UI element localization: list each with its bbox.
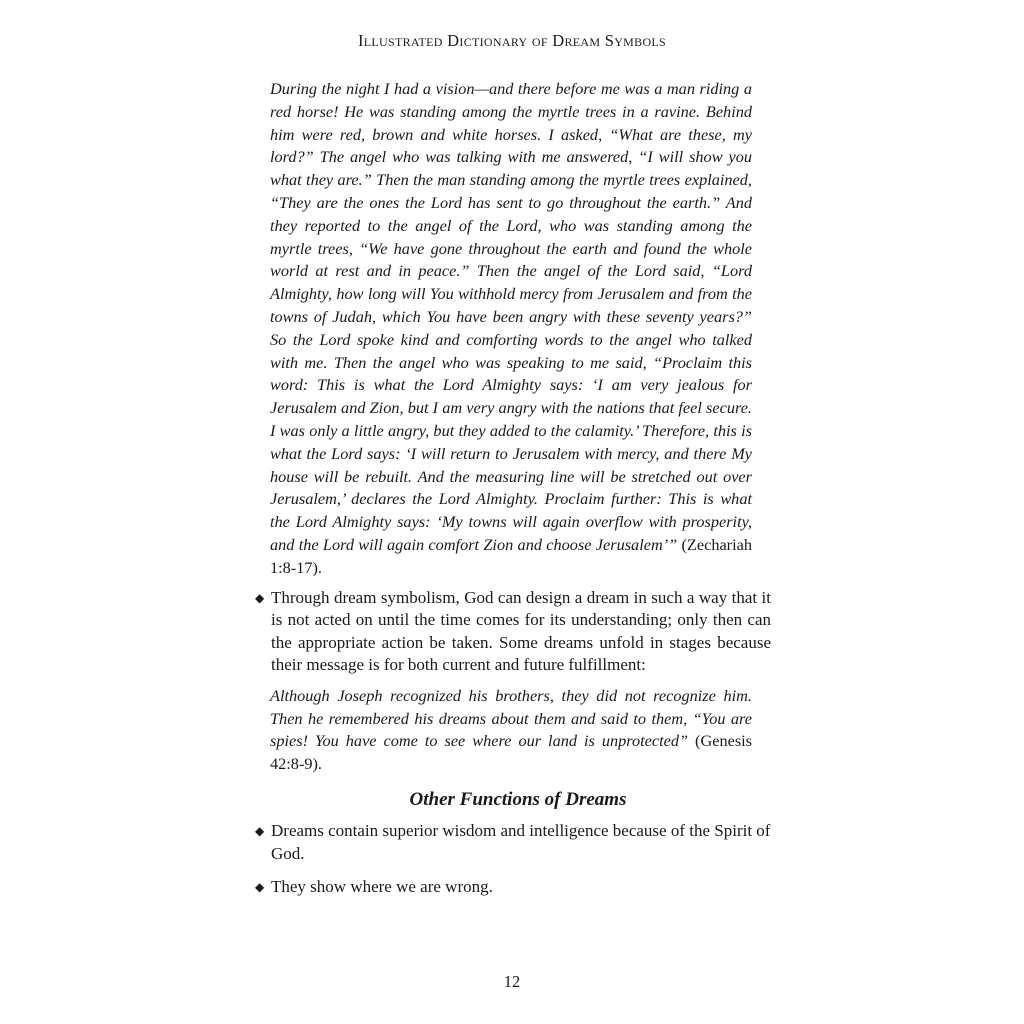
quote-text: During the night I had a vision—and there before me was a man riding a red horse! He was standing among the myrtle trees in a ravine. Behind him were red, brown and white horses. I asked, “What are these, my lord?” The angel who was talking with me answered, “I will show you what they are.” Then the man standing among the myrtle trees explained, “They are the ones the Lord has sent to go throughout the earth.” And they reported to the angel of the Lord, who was standing among the myrtle trees, “We have gone throughout the earth and found the whole world at rest and in peace.” Then the angel of the Lord said, “Lord Almighty, how long will You withhold mercy from Jerusalem and from the towns of Judah, which You have been angry with these seventy years?” So the Lord spoke kind and comforting words to the angel who talked with me. Then the angel who was speaking to me said, “Proclaim this word: This is what the Lord Almighty says: ‘I am very jealous for Jerusalem and Zion, but I am very angry with the nations that feel secure. I was only a little angry, but they added to the calamity.’ Therefore, this is what the Lord says: ‘I will return to Jerusalem with mercy, and there My house will be rebuilt. And the measuring line will be stretched out over Jerusalem,’ declares the Lord Almighty. Proclaim further: This is what the Lord Almighty says: ‘My towns will again overflow with prosperity, and the Lord will again comfort Zion and choose Jerusalem’” [270, 79, 752, 554]
bullet-item-dream-symbolism [255, 587, 771, 677]
quote-text: Although Joseph recognized his brothers, they did not recognize him. Then he remembered his dreams about them and said to them, “You are spies! You have come to see where our land is unprotected” [270, 685, 752, 751]
bullet-item-show-wrong [255, 876, 771, 899]
page-body [255, 78, 771, 899]
quote-reference: (Genesis 42:8-9). [270, 731, 753, 773]
quote-reference: (Zechariah 1:8-17). [270, 534, 752, 577]
section-heading: Other Functions of Dreams [409, 789, 627, 811]
scripture-quote-zechariah [270, 78, 752, 580]
running-head: Illustrated Dictionary of Dream Symbols [357, 31, 667, 50]
bullet-item-superior-wisdom [255, 820, 771, 865]
bullet-text: Dreams contain superior wisdom and intelligence because of the Spirit of God. [271, 821, 771, 863]
bullet-text: Through dream symbolism, God can design a dream in such a way that it is not acted on until the time comes for its understanding; only then can the appropriate action be taken. Some dreams unfold in stages because their message is for both current and future fulfillment: [271, 587, 771, 675]
diamond-bullet-icon: ◆ [255, 824, 265, 839]
scripture-quote-genesis [270, 685, 752, 775]
diamond-bullet-icon: ◆ [255, 880, 265, 895]
diamond-bullet-icon: ◆ [255, 590, 265, 605]
bullet-text: They show where we are wrong. [271, 877, 493, 897]
page-number: 12 [503, 972, 521, 991]
